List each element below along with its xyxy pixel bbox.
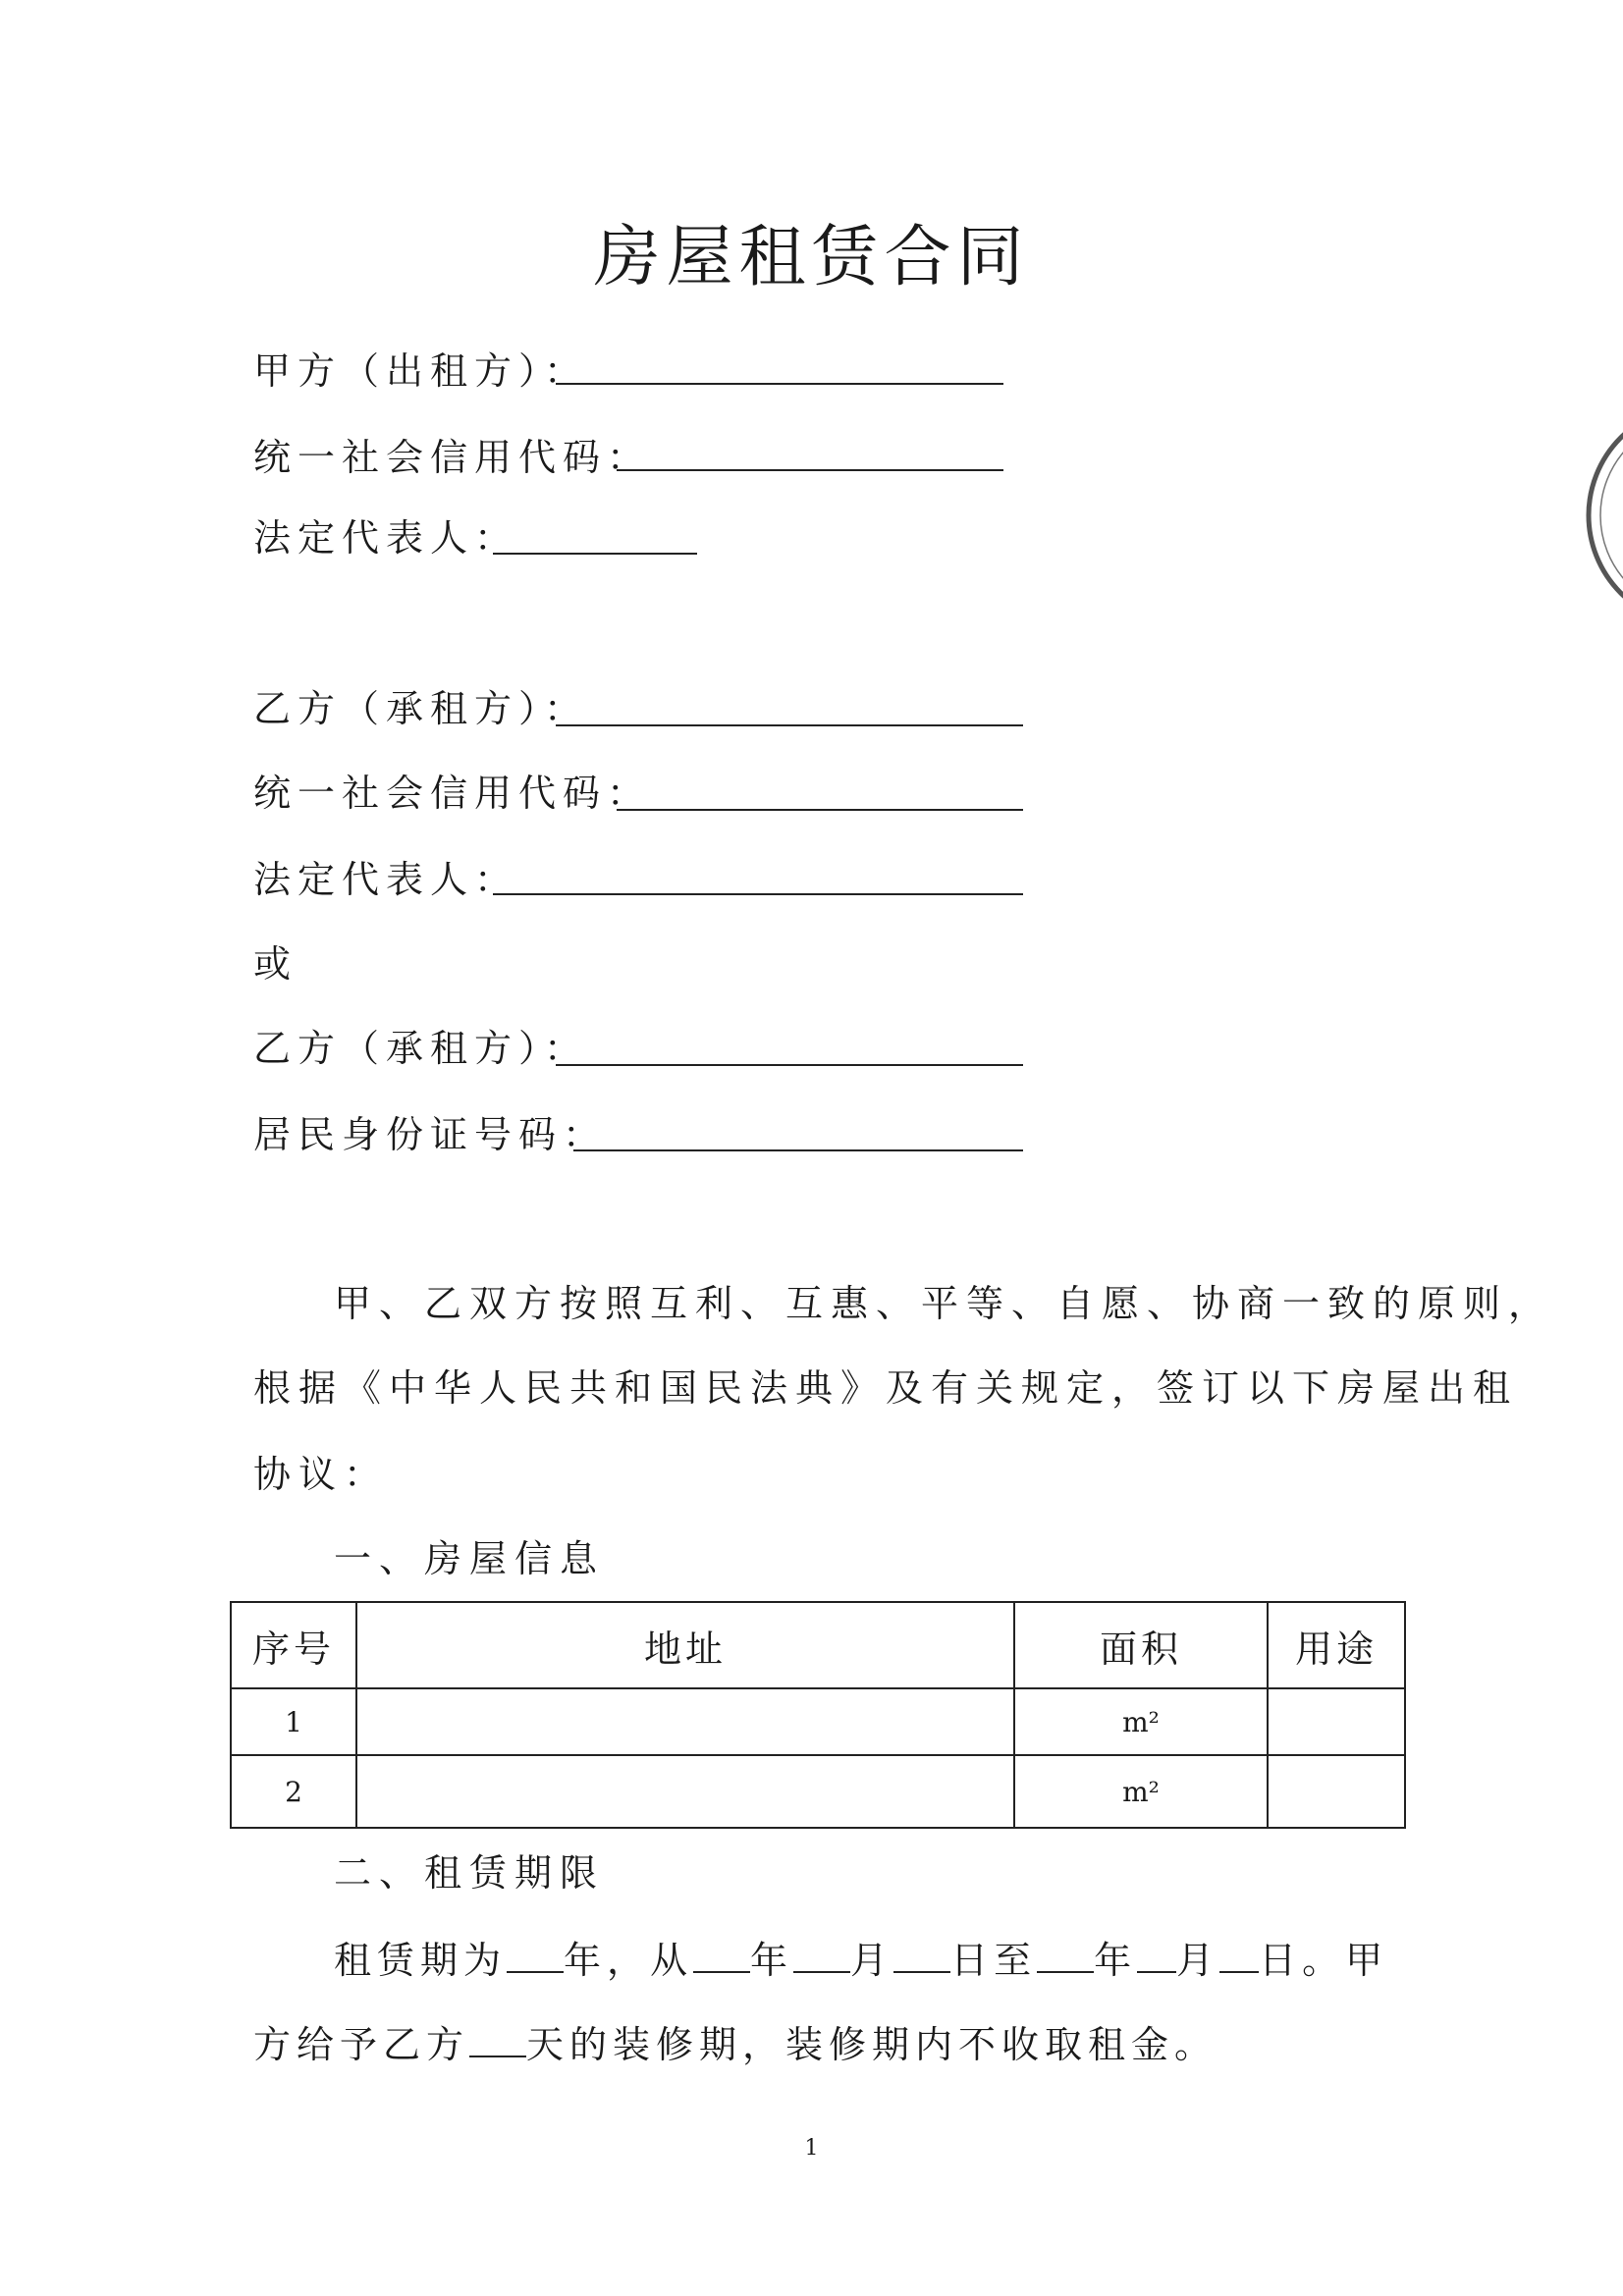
- col-header-use: 用途: [1268, 1602, 1405, 1688]
- party-b-name-label: 乙方（承租方）：: [253, 687, 589, 730]
- party-b-id-field[interactable]: [573, 1149, 1023, 1151]
- area-cell[interactable]: m²: [1014, 1755, 1268, 1828]
- seal-stamp-icon: [1581, 402, 1623, 628]
- col-header-no: 序号: [231, 1602, 356, 1688]
- term-text: 方给予乙方: [253, 2023, 470, 2066]
- term-years-blank[interactable]: [507, 1932, 564, 1973]
- address-cell[interactable]: [356, 1755, 1014, 1828]
- use-cell[interactable]: [1268, 1688, 1405, 1755]
- party-b-id-label: 居民身份证号码：: [253, 1113, 608, 1156]
- party-b-credit-code-field[interactable]: [617, 809, 1023, 811]
- term-text: 日。甲: [1259, 1939, 1389, 1982]
- party-b-person-name-label: 乙方（承租方）：: [253, 1027, 589, 1070]
- area-cell[interactable]: m²: [1014, 1688, 1268, 1755]
- section-1-heading: 一、房屋信息: [334, 1537, 606, 1580]
- party-b-legal-rep-label: 法定代表人：: [253, 858, 519, 901]
- col-header-area: 面积: [1014, 1602, 1268, 1688]
- or-text: 或: [253, 942, 298, 986]
- party-a-credit-code-label: 统一社会信用代码：: [253, 436, 652, 479]
- table-row: [231, 1688, 1405, 1755]
- party-b-credit-code-label: 统一社会信用代码：: [253, 772, 652, 815]
- start-day-blank[interactable]: [893, 1932, 950, 1973]
- party-a-credit-code-field[interactable]: [617, 469, 1003, 471]
- address-cell[interactable]: [356, 1688, 1014, 1755]
- start-month-blank[interactable]: [793, 1932, 850, 1973]
- party-a-legal-rep-label: 法定代表人：: [253, 516, 519, 560]
- document-title: 房屋租赁合同: [593, 219, 1030, 296]
- house-info-table: [230, 1601, 1406, 1829]
- page-number: 1: [804, 2136, 819, 2161]
- row-number: 1: [231, 1688, 356, 1755]
- end-year-blank[interactable]: [1037, 1932, 1094, 1973]
- term-text: 日至: [950, 1939, 1038, 1982]
- term-text: 月: [1176, 1939, 1220, 1982]
- start-year-blank[interactable]: [693, 1932, 750, 1973]
- renovation-days-blank[interactable]: [469, 2016, 526, 2057]
- term-text: 年: [1094, 1939, 1138, 1982]
- use-cell[interactable]: [1268, 1755, 1405, 1828]
- term-line-2: [253, 2016, 1217, 2072]
- term-text: 租赁期为: [334, 1939, 508, 1982]
- end-month-blank[interactable]: [1137, 1932, 1176, 1973]
- party-b-legal-rep-field[interactable]: [493, 893, 1023, 895]
- table-header-row: [231, 1602, 1405, 1688]
- preamble-line-2: 根据《中华人民共和国民法典》及有关规定，签订以下房屋出租: [253, 1366, 1519, 1410]
- term-text: 天的装修期，装修期内不收取租金。: [526, 2023, 1218, 2066]
- end-day-blank[interactable]: [1219, 1932, 1259, 1973]
- party-b-person-name-field[interactable]: [556, 1064, 1023, 1066]
- term-text: 年: [750, 1939, 794, 1982]
- party-a-name-label: 甲方（出租方）：: [253, 349, 589, 393]
- party-b-name-field[interactable]: [556, 724, 1023, 726]
- preamble-line-1: 甲、乙双方按照互利、互惠、平等、自愿、协商一致的原则，: [334, 1282, 1554, 1325]
- row-number: 2: [231, 1755, 356, 1828]
- table-row: [231, 1755, 1405, 1828]
- col-header-address: 地址: [356, 1602, 1014, 1688]
- section-2-heading: 二、租赁期限: [334, 1851, 606, 1895]
- party-a-name-field[interactable]: [556, 383, 1003, 385]
- party-a-legal-rep-field[interactable]: [493, 553, 697, 555]
- preamble-line-3: 协议：: [253, 1453, 390, 1496]
- term-text: 月: [850, 1939, 894, 1982]
- term-text: 年，从: [564, 1939, 694, 1982]
- term-line-1: [334, 1932, 1388, 1988]
